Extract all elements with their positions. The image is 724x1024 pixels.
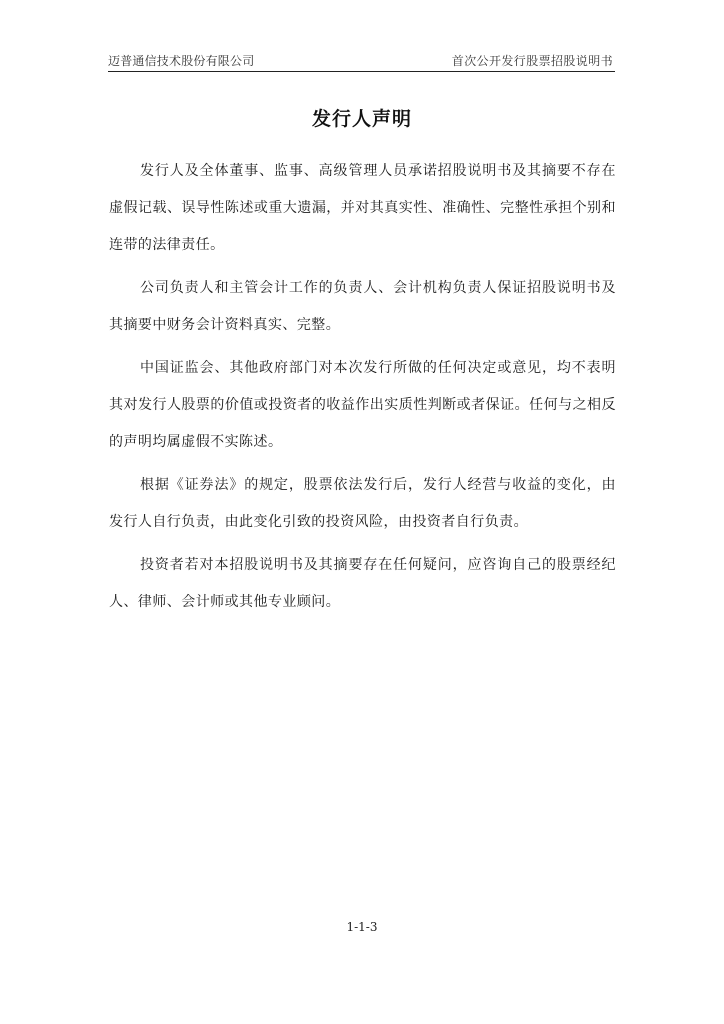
paragraph-5: 投资者若对本招股说明书及其摘要存在任何疑问，应咨询自己的股票经纪人、律师、会计师或其他专业顾问。 (109, 557, 616, 610)
declaration-body (109, 153, 616, 627)
paragraph-1: 发行人及全体董事、监事、高级管理人员承诺招股说明书及其摘要不存在虚假记载、误导性陈述或重大遗漏，并对其真实性、准确性、完整性承担个别和连带的法律责任。 (109, 163, 616, 253)
page-number: 1-1-3 (346, 920, 378, 934)
page-title: 发行人声明 (311, 108, 412, 130)
header-document-title: 首次公开发行股票招股说明书 (451, 54, 613, 68)
paragraph-2: 公司负责人和主管会计工作的负责人、会计机构负责人保证招股说明书及其摘要中财务会计资料真实、完整。 (109, 280, 616, 333)
paragraph-4: 根据《证券法》的规定，股票依法发行后，发行人经营与收益的变化，由发行人自行负责，由此变化引致的投资风险，由投资者自行负责。 (109, 477, 616, 530)
paragraph-3: 中国证监会、其他政府部门对本次发行所做的任何决定或意见，均不表明其对发行人股票的价值或投资者的收益作出实质性判断或者保证。任何与之相反的声明均属虚假不实陈述。 (109, 360, 616, 450)
running-header (108, 49, 615, 72)
header-company-name: 迈普通信技术股份有限公司 (108, 54, 255, 68)
